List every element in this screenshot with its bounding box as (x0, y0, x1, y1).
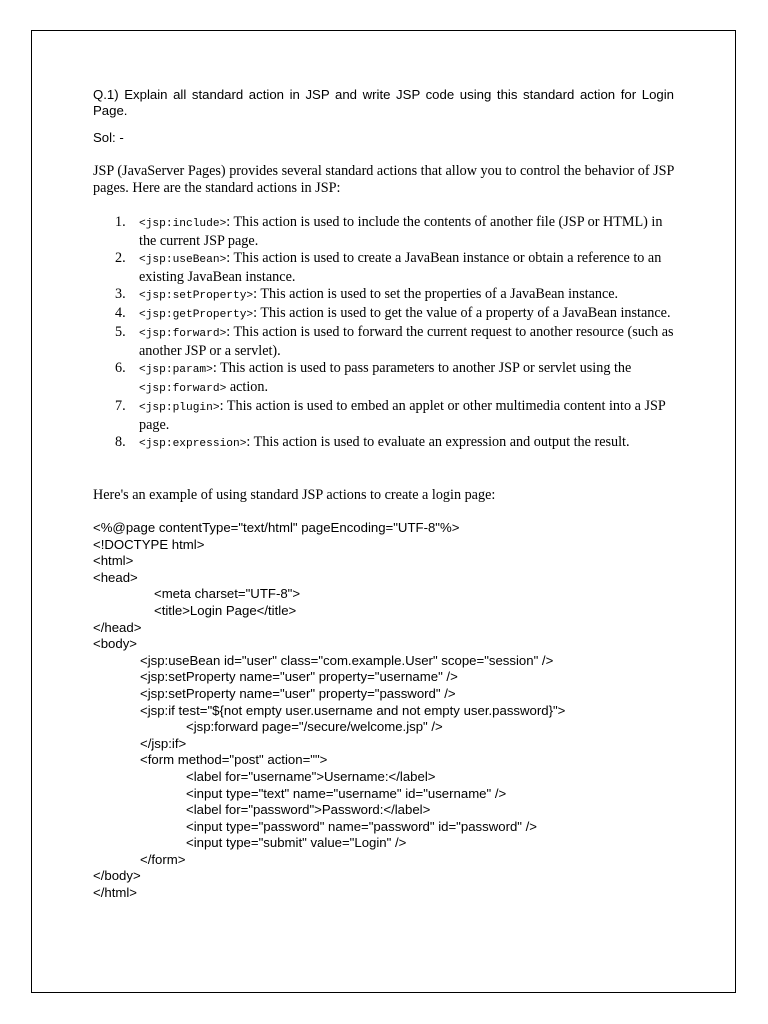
action-tag: <jsp:useBean> (139, 254, 227, 266)
action-description: action. (226, 379, 269, 395)
list-item-number: 1. (115, 214, 126, 230)
code-line: <label for="username">Username:</label> (186, 768, 436, 784)
code-line: </body> (93, 868, 141, 884)
list-item-number: 6. (115, 360, 126, 376)
code-line: <jsp:setProperty name="user" property="password" /> (140, 685, 456, 701)
example-intro: Here's an example of using standard JSP actions to create a login page: (93, 487, 496, 503)
list-item (93, 305, 674, 324)
list-item (93, 286, 674, 305)
code-line: <meta charset="UTF-8"> (154, 586, 301, 602)
code-line: <head> (93, 569, 138, 585)
action-description: : This action is used to forward the current request to another resource (such as another JSP or a servlet). (139, 324, 674, 359)
code-line: <form method="post" action=""> (140, 752, 328, 768)
action-description: : This action is used to create a JavaBean instance or obtain a reference to an existing JavaBean instance. (139, 250, 662, 285)
intro-paragraph: JSP (JavaServer Pages) provides several standard actions that allow you to control the behavior of JSP pages. Here are the standard actions in JSP: (93, 163, 674, 196)
action-tag: <jsp:plugin> (139, 402, 220, 414)
action-tag: <jsp:include> (139, 218, 227, 230)
list-item (93, 360, 674, 398)
list-item (93, 398, 674, 434)
list-item-number: 3. (115, 286, 126, 302)
code-line: <input type="password" name="password" id="password" /> (186, 818, 538, 834)
code-line: <jsp:forward page="/secure/welcome.jsp" /> (186, 719, 443, 735)
code-line: </jsp:if> (140, 735, 187, 751)
solution-label: Sol: - (93, 130, 124, 145)
code-line: <input type="text" name="username" id="username" /> (186, 785, 507, 801)
code-line: <label for="password">Password:</label> (186, 802, 431, 818)
list-item-number: 2. (115, 250, 126, 266)
code-line: <title>Login Page</title> (154, 602, 297, 618)
action-tag: <jsp:getProperty> (139, 309, 254, 321)
action-tag: <jsp:param> (139, 364, 213, 376)
question-text: Q.1) Explain all standard action in JSP and write JSP code using this standard action for Login Page. (93, 87, 674, 118)
code-line: <jsp:useBean id="user" class="com.example.User" scope="session" /> (140, 652, 554, 668)
action-description: : This action is used to evaluate an expression and output the result. (246, 434, 630, 450)
action-tag: <jsp:expression> (139, 438, 247, 450)
code-line: <body> (93, 636, 137, 652)
list-item-number: 7. (115, 398, 126, 414)
action-tag: <jsp:setProperty> (139, 290, 254, 302)
action-description: : This action is used to set the properties of a JavaBean instance. (253, 286, 619, 302)
list-item-number: 8. (115, 434, 126, 450)
code-line: <jsp:setProperty name="user" property="username" /> (140, 669, 458, 685)
list-item-number: 5. (115, 324, 126, 340)
code-line: <input type="submit" value="Login" /> (186, 835, 407, 851)
standard-actions-list (93, 214, 674, 453)
list-item (93, 434, 674, 453)
code-line: <jsp:if test="${not empty user.username and not empty user.password}"> (140, 702, 566, 718)
code-block (93, 520, 565, 902)
code-line: <!DOCTYPE html> (93, 536, 205, 552)
action-description: : This action is used to embed an applet or other multimedia content into a JSP page. (139, 398, 666, 433)
action-description: : This action is used to get the value of a property of a JavaBean instance. (253, 305, 671, 321)
code-line: </form> (140, 851, 186, 867)
list-item-number: 4. (115, 305, 126, 321)
code-line: <html> (93, 553, 134, 569)
action-tag: <jsp:forward> (139, 328, 227, 340)
list-item (93, 250, 674, 286)
code-line: </html> (93, 885, 137, 901)
code-line: <%@page contentType="text/html" pageEncoding="UTF-8"%> (93, 520, 460, 535)
action-description: : This action is used to include the contents of another file (JSP or HTML) in the current JSP page. (139, 214, 663, 249)
list-item (93, 324, 674, 360)
action-description: : This action is used to pass parameters to another JSP or servlet using the (212, 360, 632, 376)
action-tag: <jsp:forward> (139, 383, 227, 395)
code-line: </head> (93, 619, 142, 635)
list-item (93, 214, 674, 250)
